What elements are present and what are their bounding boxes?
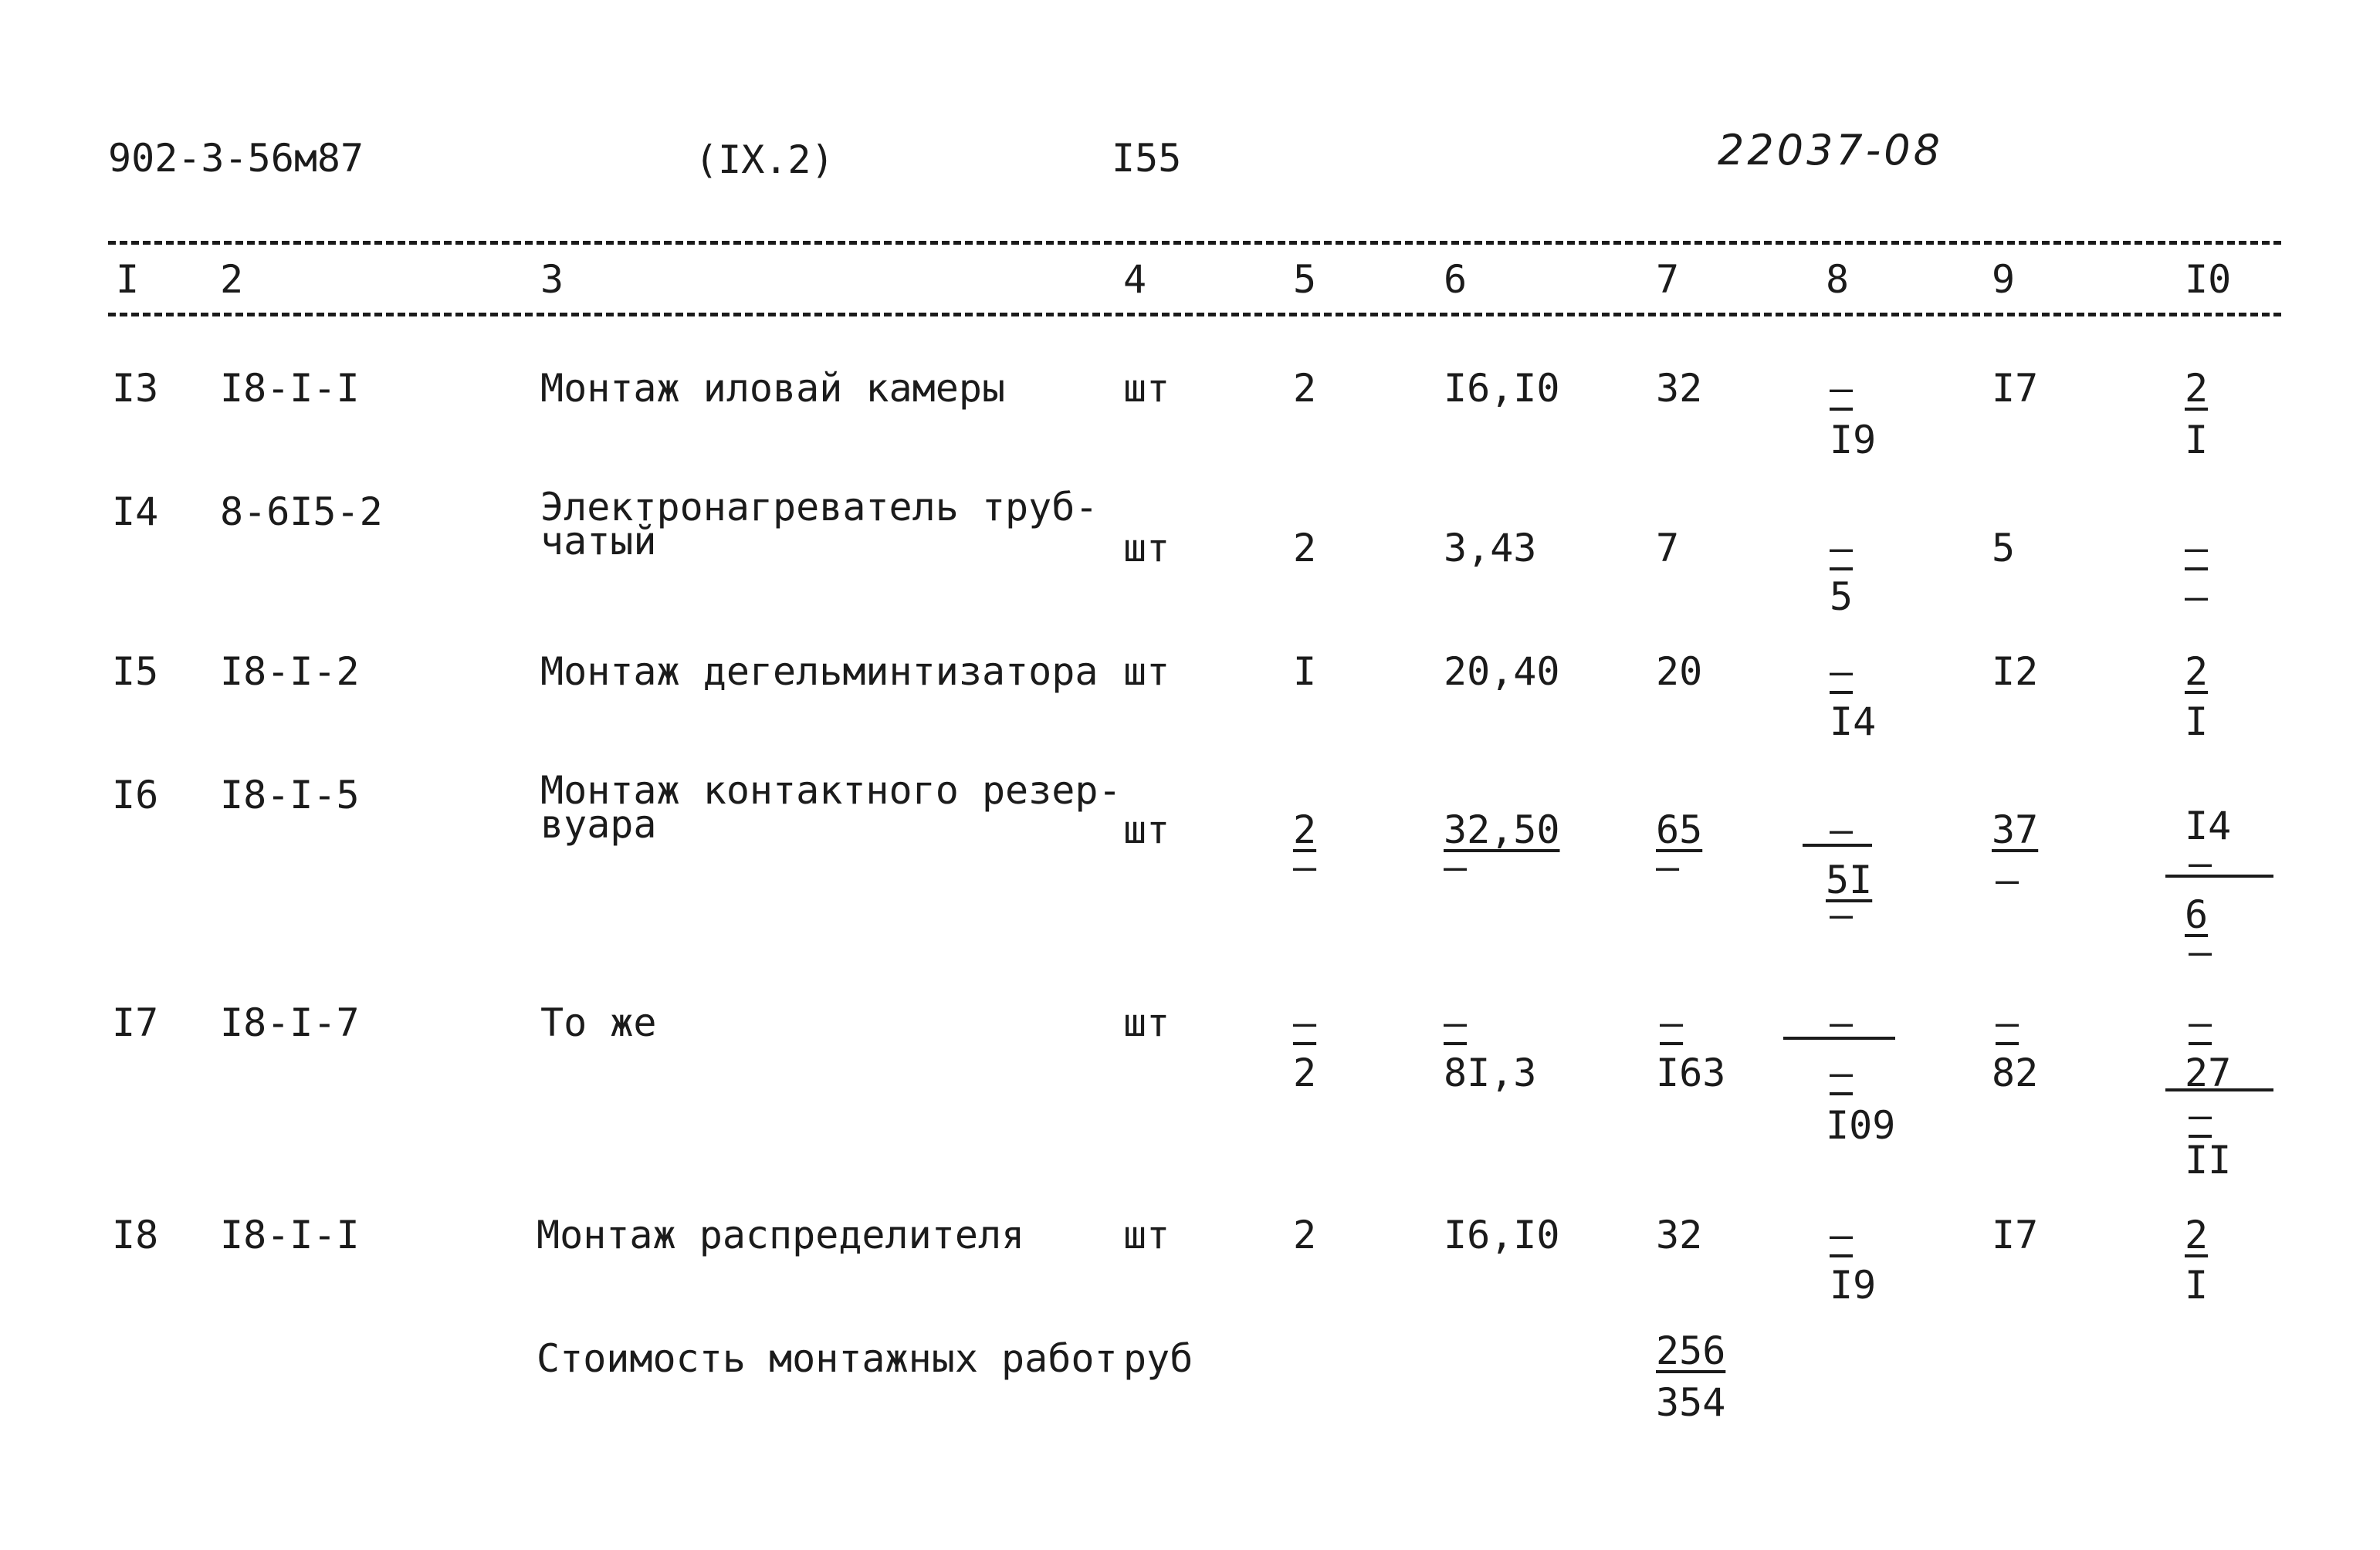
- row-number: I6: [112, 773, 159, 817]
- cell-col9-top: –: [1996, 1000, 2019, 1045]
- cell-col8-bottom: I4: [1830, 699, 1877, 744]
- total-label: Стоимость монтажных работ: [537, 1336, 1118, 1381]
- col-header-4: 4: [1123, 257, 1147, 302]
- fraction-bar: [1783, 1037, 1895, 1040]
- cell-col9: I7: [1992, 1213, 2039, 1257]
- cell-col10-bottom-2: –: [2189, 929, 2212, 974]
- cell-col10-bottom: 6: [2185, 892, 2209, 937]
- cell-col7: 32: [1656, 1213, 1703, 1257]
- fraction-bar: [1803, 844, 1872, 847]
- cell-col5: 2: [1293, 366, 1317, 411]
- cell-col8-bottom: I9: [1830, 1263, 1877, 1308]
- col-header-7: 7: [1656, 257, 1680, 302]
- section-number: (IX.2): [695, 137, 835, 182]
- row-unit: шт: [1123, 366, 1170, 411]
- cell-col10-top: –: [2185, 526, 2209, 570]
- cell-col8-bottom: I09: [1826, 1103, 1896, 1148]
- col-header-8: 8: [1826, 257, 1850, 302]
- row-unit: шт: [1123, 649, 1170, 694]
- col-header-10: I0: [2185, 257, 2232, 302]
- cell-col10-bottom: I: [2185, 418, 2209, 462]
- cell-col7-bottom: I63: [1656, 1051, 1726, 1095]
- page-number: I55: [1112, 136, 1182, 181]
- row-unit: шт: [1123, 1000, 1170, 1045]
- row-code: I8-I-7: [220, 1000, 360, 1045]
- cell-col8-top: –: [1830, 526, 1854, 570]
- handwritten-stamp: 22037-08: [1718, 126, 1943, 174]
- cell-col9: I7: [1992, 366, 2039, 411]
- cell-col5: 2: [1293, 526, 1317, 570]
- total-unit: руб: [1123, 1336, 1193, 1381]
- cell-col10-top: 2: [2185, 366, 2209, 411]
- cell-col6: 20,40: [1444, 649, 1560, 694]
- row-name-line2: чатый: [540, 519, 657, 563]
- cell-col5-bottom: –: [1293, 844, 1317, 889]
- cell-col6-top: 32,50: [1444, 807, 1560, 852]
- cell-col8-top: –: [1830, 807, 1854, 852]
- total-value-top: 256: [1656, 1328, 1726, 1373]
- col-header-2: 2: [220, 257, 244, 302]
- cell-col10-top: –: [2189, 1000, 2212, 1045]
- cell-col10-top: I4: [2185, 804, 2232, 848]
- header-rule-bottom: [108, 313, 2281, 316]
- cell-col6: I6,I0: [1444, 366, 1560, 411]
- col-header-1: I: [116, 257, 140, 302]
- header-rule-top: [108, 241, 2281, 245]
- row-number: I7: [112, 1000, 159, 1045]
- row-name: Монтаж иловай камеры: [540, 366, 1006, 411]
- cell-col7-top: 65: [1656, 807, 1703, 852]
- cell-col8-top: –: [1830, 1213, 1854, 1257]
- row-number: I3: [112, 366, 159, 411]
- cell-col10-middle-2: –: [2189, 1093, 2212, 1138]
- col-header-6: 6: [1444, 257, 1468, 302]
- row-name: То же: [540, 1000, 657, 1045]
- cell-col10-top: 2: [2185, 1213, 2209, 1257]
- cell-col6: I6,I0: [1444, 1213, 1560, 1257]
- cell-col8-bottom: 5: [1830, 574, 1854, 619]
- row-name-line2: вуара: [540, 802, 657, 847]
- col-header-9: 9: [1992, 257, 2016, 302]
- cell-col6-bottom: –: [1444, 844, 1468, 889]
- cell-col9-top: 37: [1992, 807, 2039, 852]
- cell-col8-top: –: [1830, 1000, 1854, 1045]
- cell-col7: 32: [1656, 366, 1703, 411]
- cell-col8-bottom: –: [1830, 892, 1854, 937]
- row-code: I8-I-5: [220, 773, 360, 817]
- cell-col8-top: –: [1830, 649, 1854, 694]
- cell-col10-bottom: –: [2185, 574, 2209, 619]
- cell-col6-bottom: 8I,3: [1444, 1051, 1537, 1095]
- row-code: I8-I-I: [220, 366, 360, 411]
- cell-col10-middle: 27: [2185, 1051, 2232, 1095]
- cell-col5-top: 2: [1293, 807, 1317, 852]
- row-unit: шт: [1123, 526, 1170, 570]
- cell-col10-bottom: I: [2185, 1263, 2209, 1308]
- row-name-line1: Монтаж контактного резер-: [540, 768, 1122, 813]
- cell-col10-bottom: II: [2185, 1138, 2232, 1183]
- cell-col10-middle: –: [2189, 841, 2212, 885]
- row-code: I8-I-2: [220, 649, 360, 694]
- cell-col7: 20: [1656, 649, 1703, 694]
- row-code: 8-6I5-2: [220, 489, 383, 534]
- row-code: I8-I-I: [220, 1213, 360, 1257]
- cell-col6: 3,43: [1444, 526, 1537, 570]
- row-number: I8: [112, 1213, 159, 1257]
- row-number: I4: [112, 489, 159, 534]
- row-number: I5: [112, 649, 159, 694]
- cell-col10-bottom: I: [2185, 699, 2209, 744]
- row-name: Монтаж дегельминтизатора: [540, 649, 1099, 694]
- cell-col9: 5: [1992, 526, 2016, 570]
- cell-col8-middle: –: [1830, 1051, 1854, 1095]
- cell-col10-top: 2: [2185, 649, 2209, 694]
- cell-col5: I: [1293, 649, 1317, 694]
- cell-col8-bottom: I9: [1830, 418, 1877, 462]
- cell-col7-top: –: [1660, 1000, 1684, 1045]
- cell-col8-top: –: [1830, 366, 1854, 411]
- col-header-3: 3: [540, 257, 564, 302]
- row-name: Монтаж распределителя: [537, 1213, 1025, 1257]
- fraction-bar: [2165, 1088, 2273, 1091]
- cell-col6-top: –: [1444, 1000, 1468, 1045]
- row-unit: шт: [1123, 1213, 1170, 1257]
- cell-col7: 7: [1656, 526, 1680, 570]
- cell-col7-bottom: –: [1656, 844, 1680, 889]
- total-value-bottom: 354: [1656, 1380, 1726, 1425]
- row-name-line1: Электронагреватель труб-: [540, 485, 1099, 530]
- cell-col9-bottom: –: [1996, 858, 2019, 902]
- cell-col5: 2: [1293, 1213, 1317, 1257]
- cell-col9: I2: [1992, 649, 2039, 694]
- col-header-5: 5: [1293, 257, 1317, 302]
- cell-col5-top: –: [1293, 1000, 1317, 1045]
- cell-col8-middle: 5I: [1826, 858, 1873, 902]
- row-unit: шт: [1123, 807, 1170, 852]
- cell-col5-bottom: 2: [1293, 1051, 1317, 1095]
- doc-code: 902-3-56м87: [108, 136, 364, 181]
- fraction-bar: [2165, 875, 2273, 878]
- cell-col9-bottom: 82: [1992, 1051, 2039, 1095]
